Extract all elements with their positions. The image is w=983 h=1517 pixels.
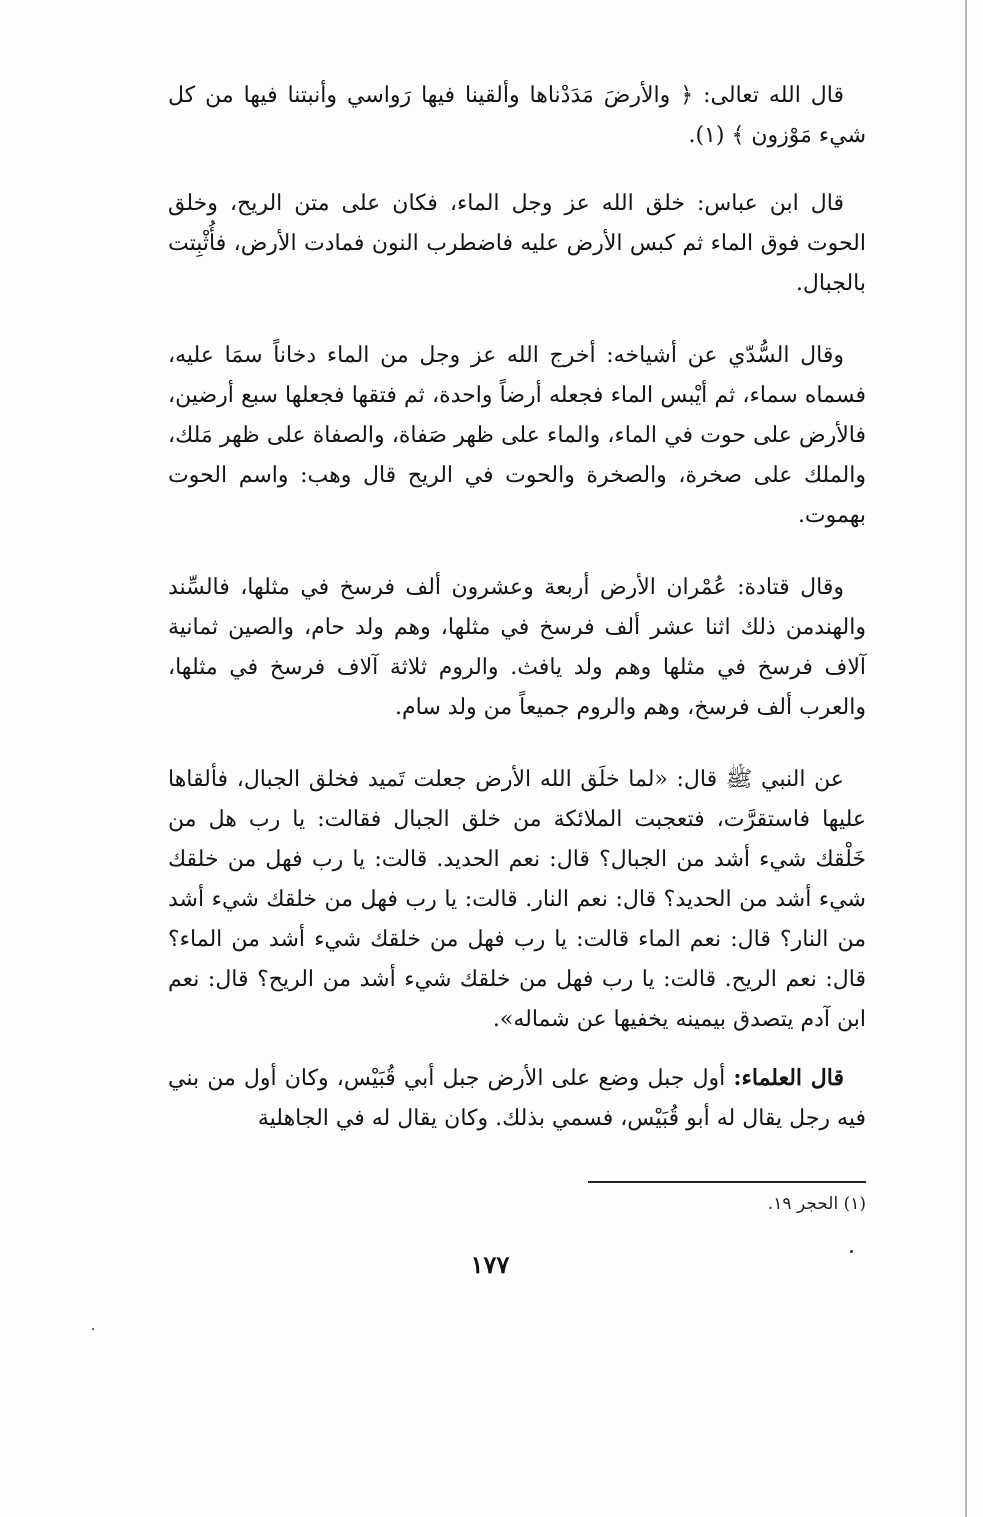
paragraph-suddi (168, 336, 866, 536)
paragraph-qatada (168, 568, 866, 728)
paragraph-quran-verse (168, 76, 866, 156)
scan-speck (850, 1250, 853, 1253)
paragraph-hadith (168, 760, 866, 1040)
paragraph-text: وقال السُّدّي عن أشياخه: أخرج الله عز وجل من الماء دخاناً سمَا عليه، فسماه سماء، ثم أيْبس الماء فجعله أرضاً واحدة، ثم فتقها فجعلها سبع أرضين، فالأرض على حوت في الماء، والماء على ظهر صَفاة، والصفاة على ظهر مَلك، والملك على صخرة، والصخرة والحوت في الريح قال وهب: واسم الحوت بهموت. (168, 343, 866, 528)
paragraph-text: قال الله تعالى: ﴿ والأرضَ مَدَدْناها وألقينا فيها رَواسي وأنبتنا فيها من كل شيء مَوْزون ﴾ (١). (168, 83, 866, 148)
paragraph-text: قال ابن عباس: خلق الله عز وجل الماء، فكان على متن الريح، وخلق الحوت فوق الماء ثم كبس الأرض عليه فاضطرب النون فمادت الأرض، فأُثْبِتت بالجبال. (168, 191, 866, 296)
paragraph-ulama (168, 1058, 866, 1139)
paragraph-ibn-abbas (168, 184, 866, 304)
paragraph-lead: قال العلماء: (733, 1065, 844, 1091)
footnote: (١) الحجر ١٩. (767, 1194, 866, 1214)
footnote-separator (588, 1181, 866, 1183)
paragraph-text: عن النبي ﷺ قال: «لما خلَق الله الأرض جعلت تَميد فخلق الجبال، فألقاها عليها فاستقرَّت، فتعجبت الملائكة من خلق الجبال فقالت: يا رب هل من خَلْقك شيء أشد من الجبال؟ قال: نعم الحديد. قالت: يا رب فهل من خلقك شيء أشد من الحديد؟ قال: نعم النار. قالت: يا رب فهل من خلقك شيء أشد من النار؟ قال: نعم الماء قالت: يا رب فهل من خلقك شيء أشد من الماء؟ قال: نعم الريح. قالت: يا رب فهل من خلقك شيء أشد من الريح؟ قال: نعم ابن آدم يتصدق بيمينه يخفيها عن شماله». (168, 767, 866, 1032)
main-text-block (168, 76, 866, 1171)
paragraph-text: أول جبل وضع على الأرض جبل أبي قُبَيْس، وكان أول من بني فيه رجل يقال له أبو قُبَيْس، فسمي بذلك. وكان يقال له في الجاهلية (168, 1066, 866, 1131)
page-edge-line (965, 0, 967, 1517)
scan-speck (92, 1328, 94, 1330)
paragraph-text: وقال قتادة: عُمْران الأرض أربعة وعشرون ألف فرسخ في مثلها، فالسِّند والهندمن ذلك اثنا عشر ألف فرسخ في مثلها، وهم ولد حام، والصين ثمانية آلاف فرسخ في مثلها وهم ولد يافث. والروم ثلاثة آلاف فرسخ في مثلها، والعرب ألف فرسخ، وهم والروم جميعاً من ولد سام. (168, 575, 866, 720)
page-number: ١٧٧ (470, 1250, 510, 1279)
